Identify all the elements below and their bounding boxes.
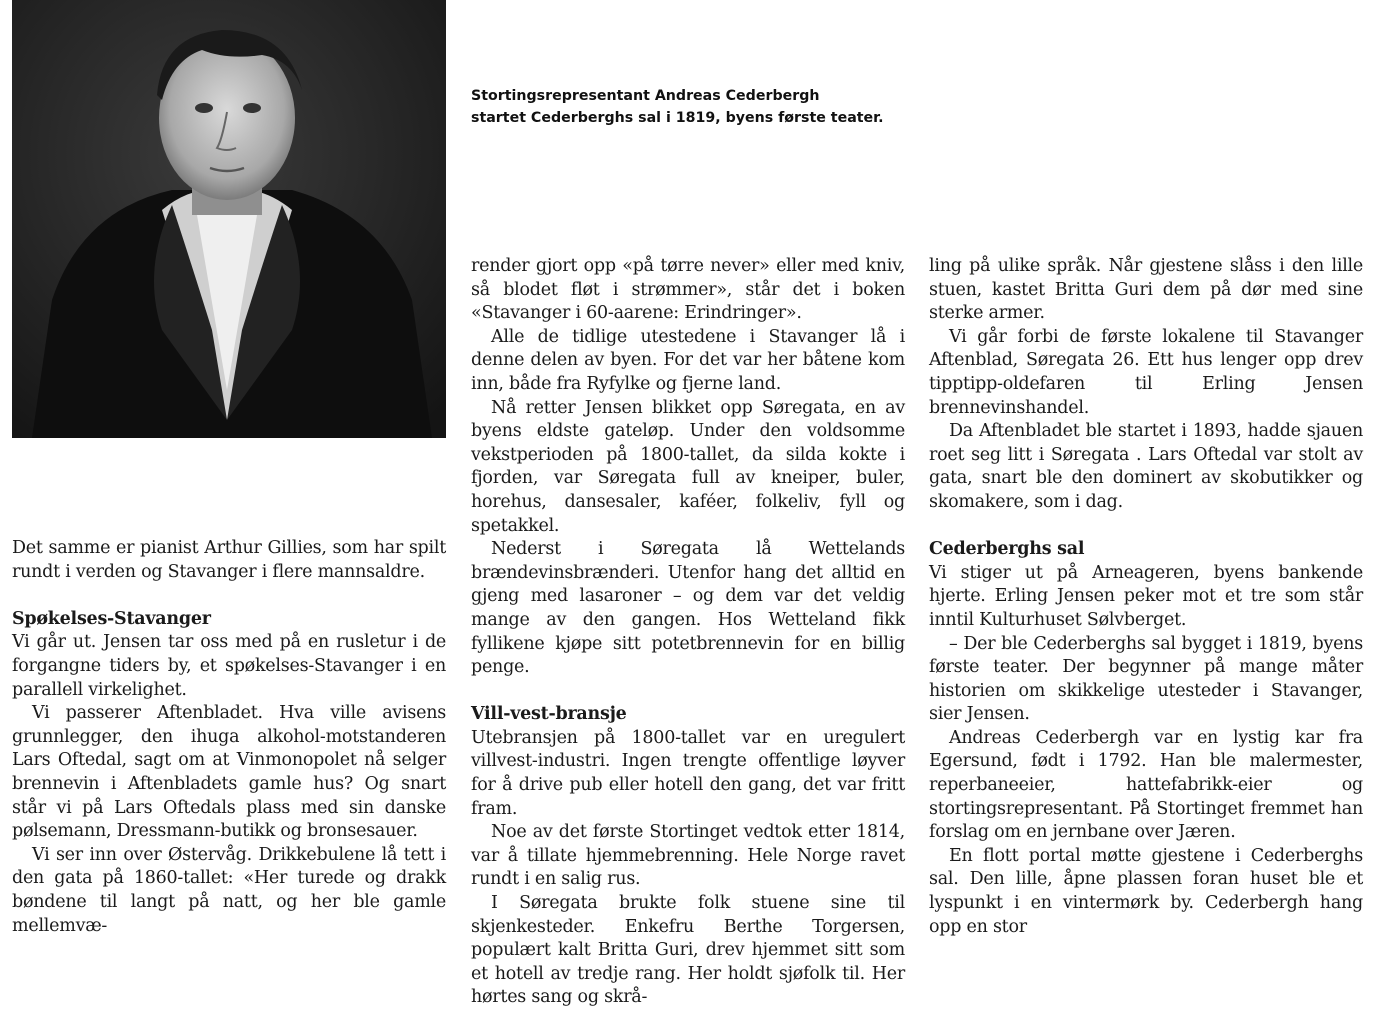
body-paragraph: Da Aftenbladet ble startet i 1893, hadde sjauen roet seg litt i Søregata . Lars Oftedal var stolt av gata, snart ble den dominert av skobutikker og skomakere, som i dag. — [929, 421, 1363, 512]
section-heading: Vill-vest-bransje — [471, 704, 627, 725]
body-paragraph: Vi passerer Aftenbladet. Hva ville avisens grunnlegger, den ihuga alkohol-motstanderen Lars Oftedal, sagt om at Vinmonopolet nå selger brennevin i Aftenbladets gamle hus? Og snart står vi på Lars Oftedals plass med sin danske pølsemann, Dressmann-butikk og bronsesauer. — [12, 703, 446, 842]
body-paragraph: Nå retter Jensen blikket opp Søregata, en av byens eldste gateløp. Under den voldsomme vekstperioden på 1800-tallet, da silda kokte i fjorden, var Søregata full av kneiper, buler, horehus, dansesaler, kaféer, folkeliv, fyll og spetakkel. — [471, 397, 905, 536]
body-paragraph: Vi går ut. Jensen tar oss med på en rusletur i de forgangne tiders by, et spøkelses-Stavanger i en parallell virkelighet. — [12, 632, 446, 700]
portrait-image — [12, 0, 446, 438]
body-paragraph: Vi går forbi de første lokalene til Stavanger Aftenblad, Søregata 26. Ett hus lenger opp drev tipptipp-oldefaren til Erling Jensen brennevinshandel. — [929, 326, 1363, 418]
body-paragraph: – Der ble Cederberghs sal bygget i 1819, byens første teater. Der begynner på mange måter historien om skikkelige utesteder i Stavanger, sier Jensen. — [929, 633, 1363, 725]
body-paragraph: I Søregata brukte folk stuene sine til skjenkesteder. Enkefru Berthe Torgersen, populært kalt Britta Guri, drev hjemmet sitt som et hotell av tredje rang. Her holdt sjøfolk til. Her hørtes sang og skrå- — [471, 893, 905, 1008]
photo-caption — [471, 85, 911, 129]
body-paragraph: Vi ser inn over Østervåg. Drikkebulene lå tett i den gata på 1860-tallet: «Her turede og drakk bøndene til langt på natt, og her ble gamle mellemvæ- — [12, 844, 446, 936]
caption-line-2: startet Cederberghs sal i 1819, byens første teater. — [471, 110, 884, 126]
section-heading: Cederberghs sal — [929, 539, 1085, 560]
body-paragraph: Noe av det første Stortinget vedtok etter 1814, var å tillate hjemmebrenning. Hele Norge ravet rundt i en salig rus. — [471, 822, 905, 890]
body-paragraph: Utebransjen på 1800-tallet var en uregulert villvest-industri. Ingen trengte offentlige løyver for å drive pub eller hotell den gang, det var fritt fram. — [471, 727, 905, 819]
body-paragraph: render gjort opp «på tørre never» eller med kniv, så blodet fløt i strømmer», står det i boken «Stavanger i 60-aarene: Erindringer». — [471, 256, 905, 324]
portrait-andreas-cederbergh — [12, 0, 446, 438]
article-column-1 — [12, 537, 446, 938]
article-column-3 — [929, 255, 1363, 939]
body-paragraph: ling på ulike språk. Når gjestene slåss i den lille stuen, kastet Britta Guri dem på dør med sine sterke armer. — [929, 256, 1363, 324]
section-heading: Spøkelses-Stavanger — [12, 608, 211, 629]
body-paragraph: En flott portal møtte gjestene i Cederberghs sal. Den lille, åpne plassen foran huset ble et lyspunkt i en vintermørk by. Cederbergh hang opp en stor — [929, 845, 1363, 937]
caption-line-1: Stortingsrepresentant Andreas Cederbergh — [471, 88, 820, 104]
article-column-2 — [471, 255, 905, 1010]
body-paragraph: Det samme er pianist Arthur Gillies, som har spilt rundt i verden og Stavanger i flere mannsaldre. — [12, 538, 446, 582]
body-paragraph: Vi stiger ut på Arneageren, byens bankende hjerte. Erling Jensen peker mot et tre som står inntil Kulturhuset Sølvberget. — [929, 562, 1363, 630]
body-paragraph: Andreas Cederbergh var en lystig kar fra Egersund, født i 1792. Han ble malermester, reperbaneeier, hattefabrikk-eier og stortingsrepresentant. På Stortinget fremmet han forslag om en jernbane over Jæren. — [929, 727, 1363, 843]
body-paragraph: Alle de tidlige utestedene i Stavanger lå i denne delen av byen. For det var her båtene kom inn, både fra Ryfylke og fjerne land. — [471, 326, 905, 394]
body-paragraph: Nederst i Søregata lå Wettelands brændevinsbrænderi. Utenfor hang det alltid en gjeng med lasaroner – og dem var det veldig mange av den gangen. Hos Wetteland fikk fyllikene kjøpe sitt potetbrennevin for en billig penge. — [471, 539, 905, 678]
